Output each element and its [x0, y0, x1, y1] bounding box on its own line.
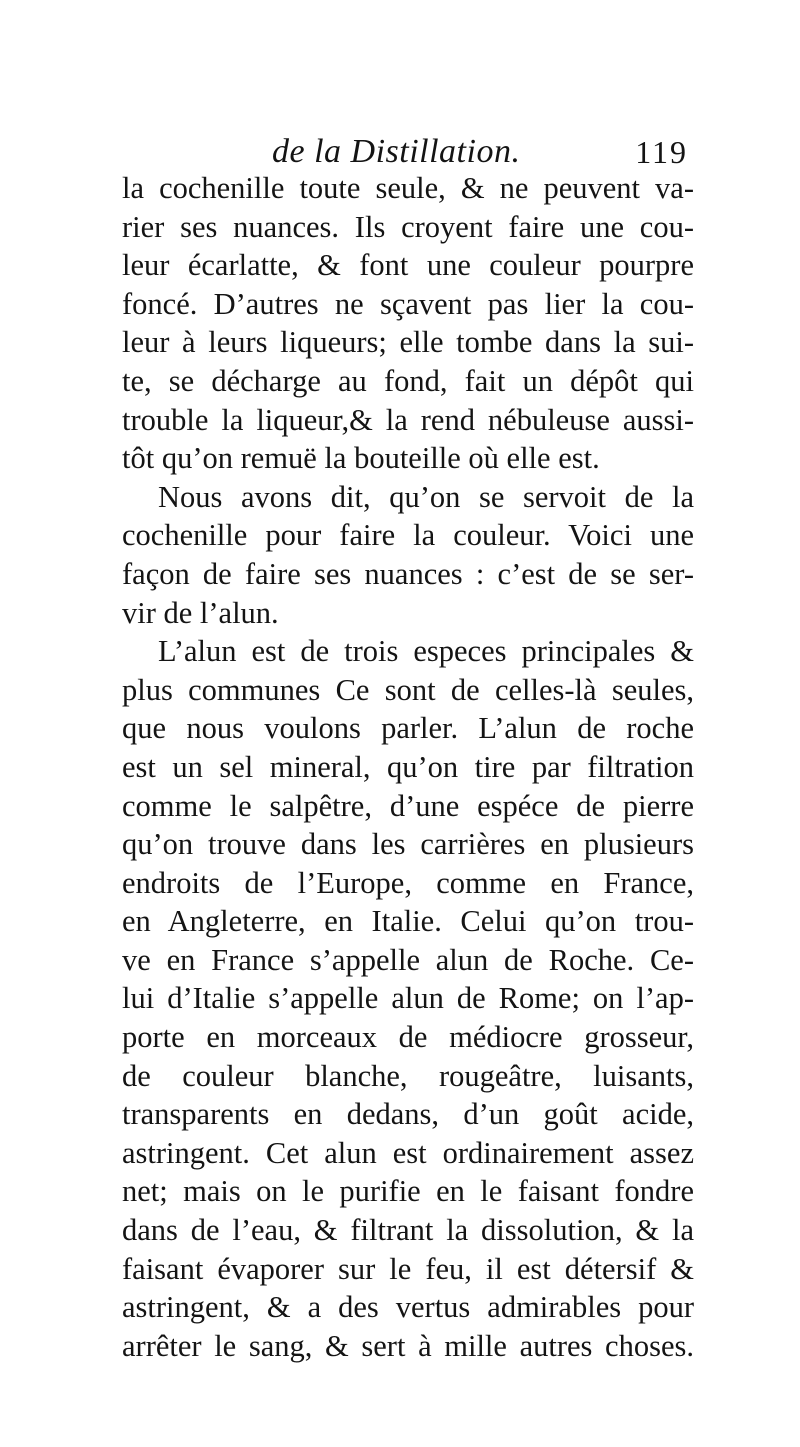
text-line: façon de faire ses nuances : c’est de se ser- — [122, 556, 694, 591]
paragraph-3 — [122, 632, 694, 1365]
text-line: la cochenille toute seule, & ne peuvent va- — [122, 171, 694, 205]
text-line: cochenille pour faire la couleur. Voici une — [122, 518, 694, 553]
page-number: 119 — [635, 134, 688, 170]
text-line: arrêter le sang, & sert à mille autres choses. — [122, 1328, 694, 1363]
text-line: net; mais on le purifie en le faisant fondre — [122, 1174, 694, 1209]
text-line: ve en France s’appelle alun de Roche. Ce- — [122, 942, 694, 977]
text-line: faisant évaporer sur le feu, il est détersif & — [122, 1251, 694, 1286]
text-line: rier ses nuances. Ils croyent faire une cou- — [122, 209, 694, 244]
text-line: leur à leurs liqueurs; elle tombe dans la sui- — [122, 325, 694, 360]
body-text — [122, 169, 694, 1365]
text-line: tôt qu’on remuë la bouteille où elle est. — [122, 441, 600, 476]
text-line: porte en morceaux de médiocre grosseur, — [122, 1020, 694, 1055]
page-header — [122, 130, 688, 174]
paragraph-1 — [122, 169, 694, 478]
text-line: te, se décharge au fond, fait un dépôt qui — [122, 363, 694, 398]
text-line: vir de l’alun. — [122, 595, 279, 630]
text-line: plus communes Ce sont de celles-là seules, — [122, 672, 694, 707]
text-line: foncé. D’autres ne sçavent pas lier la cou- — [122, 286, 694, 321]
text-line: astringent, & a des vertus admirables pour — [122, 1290, 694, 1325]
text-line: endroits de l’Europe, comme en France, — [122, 865, 694, 900]
text-line: de couleur blanche, rougeâtre, luisants, — [122, 1058, 694, 1093]
text-line: comme le salpêtre, d’une espéce de pierre — [122, 788, 694, 823]
text-line: L’alun est de trois especes principales & — [158, 634, 694, 669]
text-line: leur écarlatte, & font une couleur pourpre — [122, 248, 694, 283]
text-line: dans de l’eau, & filtrant la dissolution, & la — [122, 1213, 694, 1248]
text-line: transparents en dedans, d’un goût acide, — [122, 1097, 694, 1132]
text-line: que nous voulons parler. L’alun de roche — [122, 711, 694, 746]
paragraph-2 — [122, 478, 694, 632]
text-line: est un sel mineral, qu’on tire par filtration — [122, 749, 694, 784]
text-line: en Angleterre, en Italie. Celui qu’on trou- — [122, 904, 694, 939]
text-line: Nous avons dit, qu’on se servoit de la — [158, 479, 694, 514]
running-title: de la Distillation. — [272, 133, 521, 170]
text-line: lui d’Italie s’appelle alun de Rome; on l’ap- — [122, 981, 694, 1016]
text-line: qu’on trouve dans les carrières en plusieurs — [122, 827, 694, 862]
text-line: astringent. Cet alun est ordinairement assez — [122, 1135, 694, 1170]
text-line: trouble la liqueur,& la rend nébuleuse aussi- — [122, 402, 694, 437]
